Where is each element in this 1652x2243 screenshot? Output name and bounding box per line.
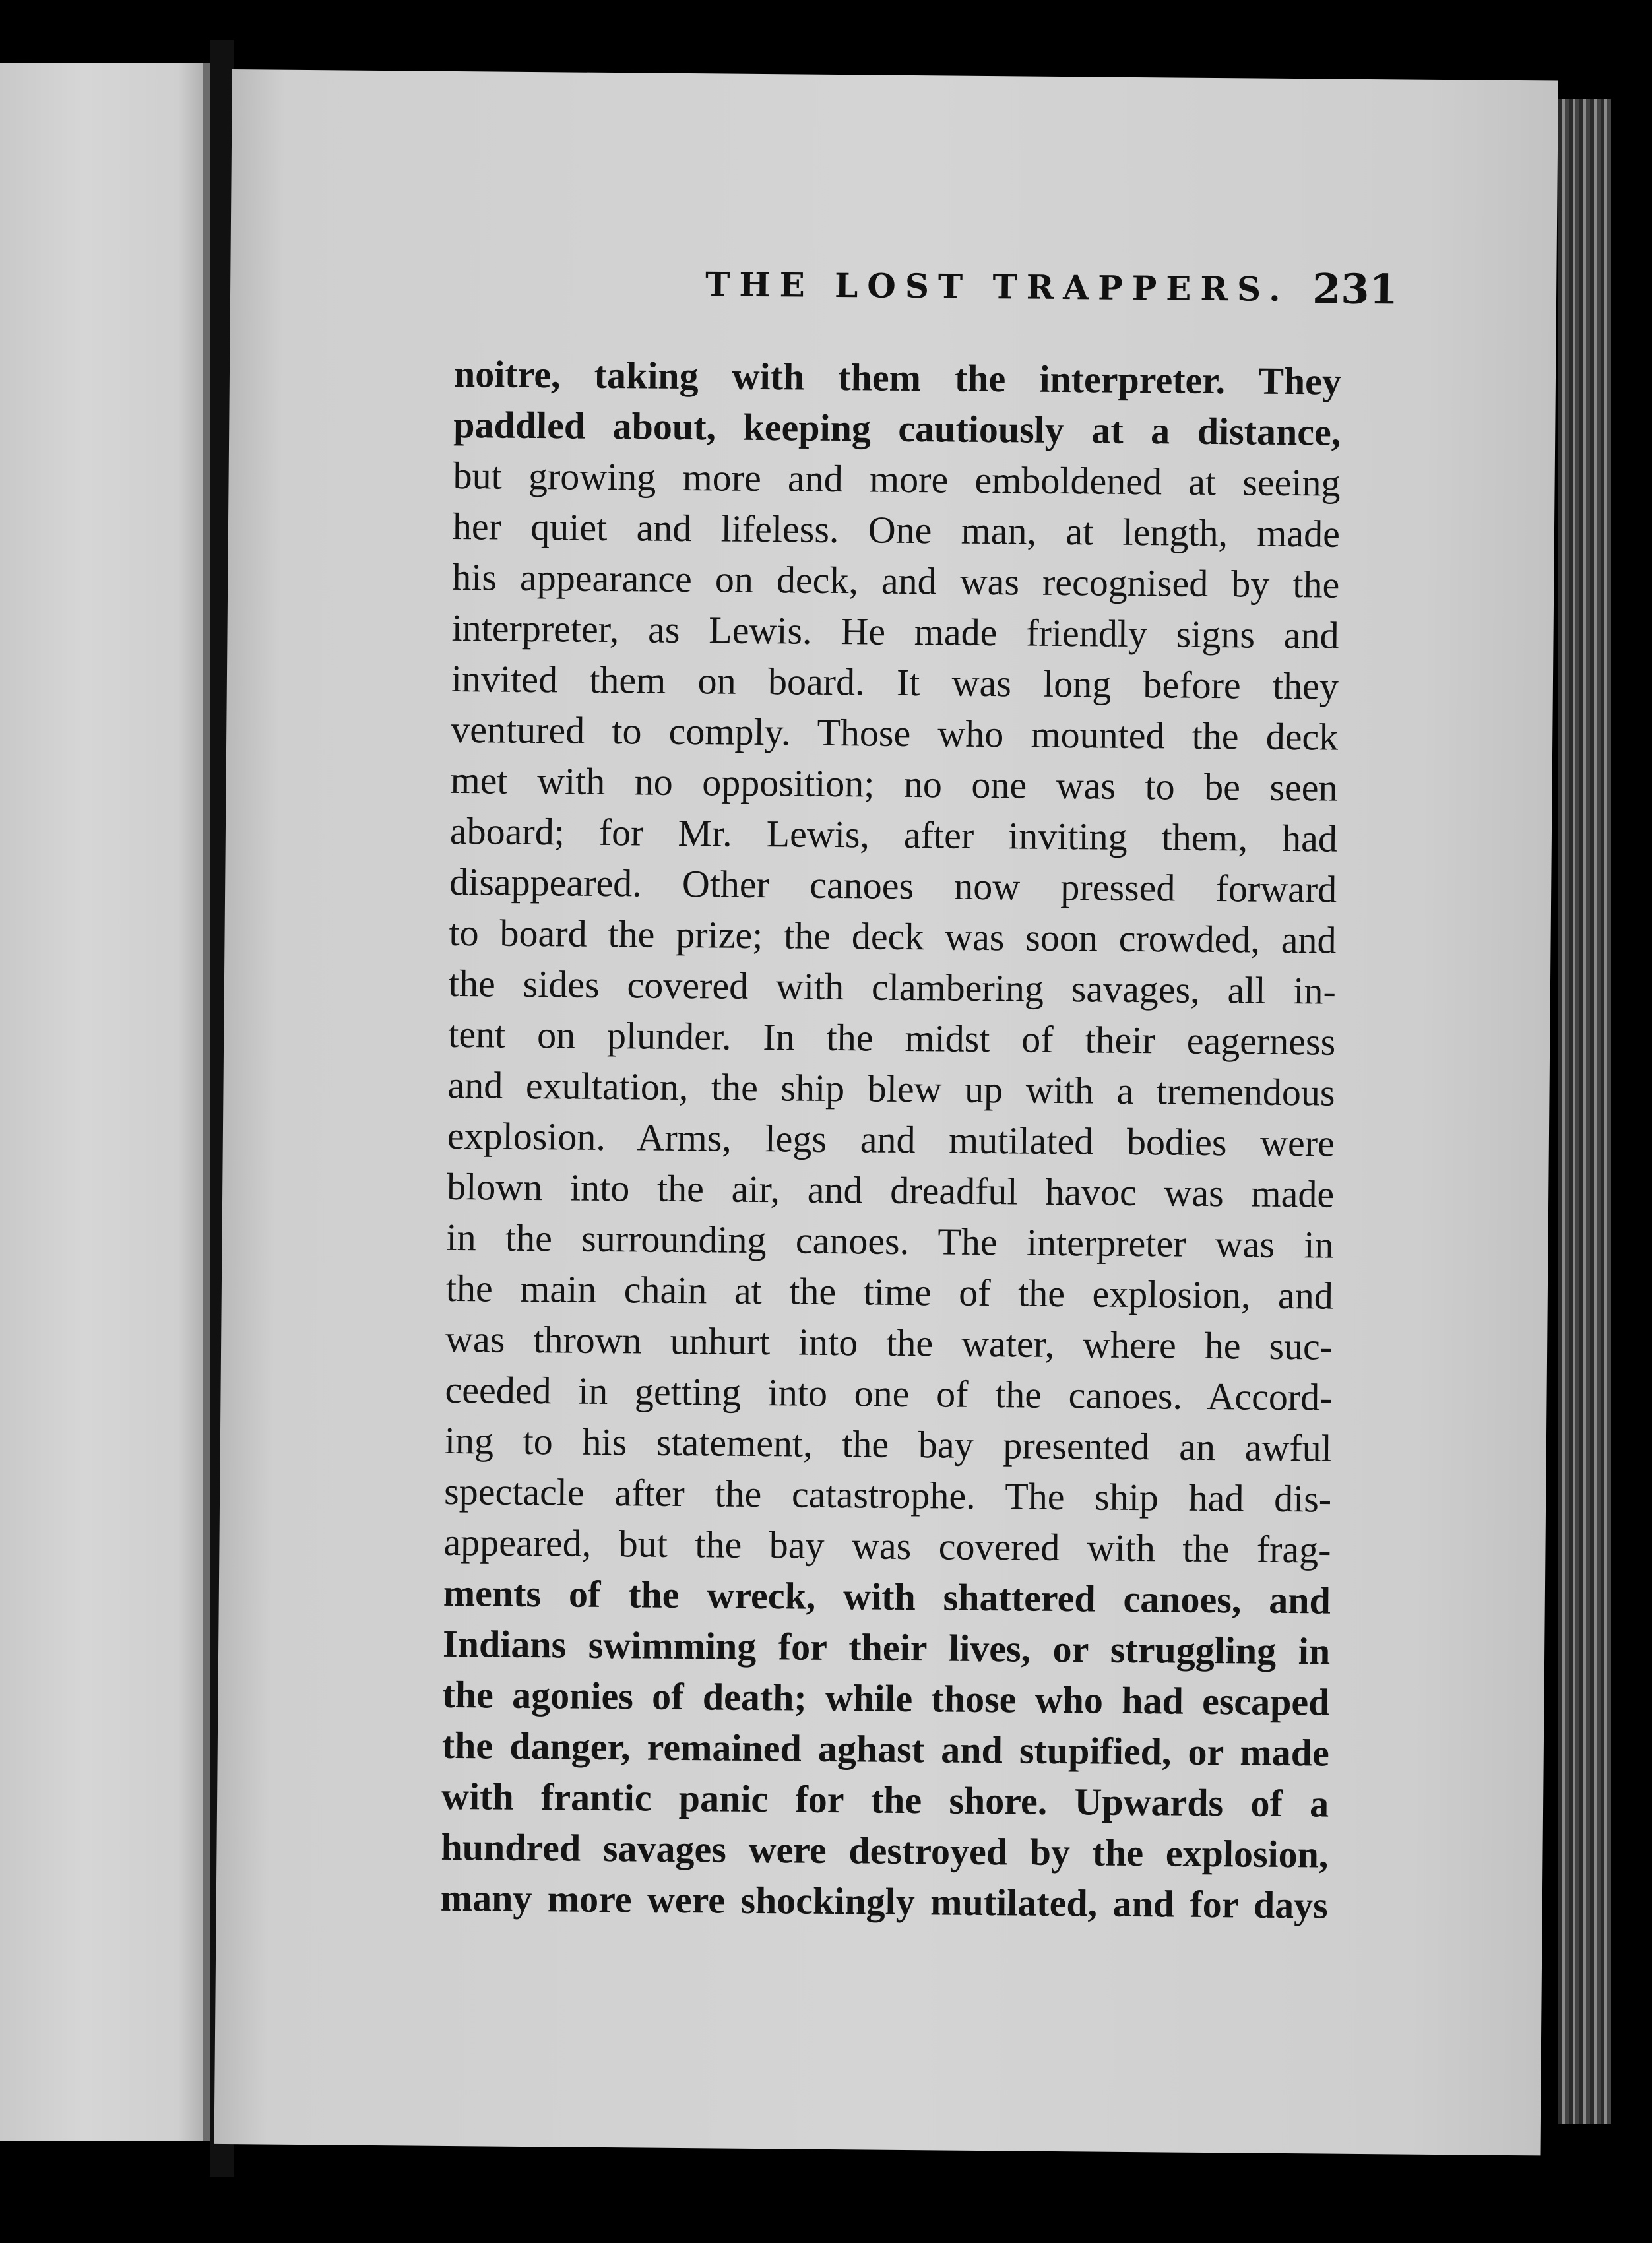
text-line: ventured to comply. Those who mounted the deck xyxy=(450,707,1339,759)
text-line: spectacle after the catastrophe. The ship had dis- xyxy=(443,1469,1332,1521)
text-line: blown into the air, and dreadful havoc was made xyxy=(446,1164,1335,1216)
page-stack-edge xyxy=(1558,99,1611,2124)
text-line: her quiet and lifeless. One man, at length, made xyxy=(452,504,1341,555)
text-line: noitre, taking with them the interpreter. They xyxy=(453,352,1342,403)
text-line: the sides covered with clambering savages, all in- xyxy=(448,961,1337,1013)
text-line: and exultation, the ship blew up with a tremendous xyxy=(447,1063,1335,1114)
text-line: the danger, remained aghast and stupified, or made xyxy=(441,1723,1330,1775)
text-line: ceeded in getting into one of the canoes. Accord- xyxy=(445,1368,1333,1419)
page-number: 231 xyxy=(1312,265,1398,314)
text-line: tent on plunder. In the midst of their eagerness xyxy=(447,1012,1336,1063)
text-line: interpreter, as Lewis. He made friendly signs and xyxy=(451,606,1339,657)
text-line: to board the prize; the deck was soon crowded, and xyxy=(449,910,1337,962)
text-line: hundred savages were destroyed by the explosion, xyxy=(441,1825,1329,1876)
text-line: Indians swimming for their lives, or struggling in xyxy=(442,1622,1331,1673)
running-head-title: THE LOST TRAPPERS. xyxy=(705,265,1290,309)
text-line: the main chain at the time of the explosion, and xyxy=(445,1266,1334,1317)
left-facing-page xyxy=(0,63,210,2141)
text-line: ments of the wreck, with shattered canoes, and xyxy=(443,1571,1331,1622)
text-line: paddled about, keeping cautiously at a distance, xyxy=(453,402,1341,454)
running-head xyxy=(230,261,1556,314)
left-page-edge xyxy=(203,63,210,2141)
text-line: aboard; for Mr. Lewis, after inviting them, had xyxy=(449,809,1338,860)
text-line: disappeared. Other canoes now pressed forward xyxy=(449,860,1337,911)
text-line: met with no opposition; no one was to be seen xyxy=(450,758,1338,809)
text-line: in the surrounding canoes. The interpreter was in xyxy=(446,1215,1334,1267)
page-body-text xyxy=(440,348,1341,1931)
text-line: was thrown unhurt into the water, where he suc- xyxy=(445,1317,1333,1368)
text-line: but growing more and more emboldened at seeing xyxy=(453,453,1341,505)
text-line: his appearance on deck, and was recognised by the xyxy=(452,555,1340,606)
text-line: explosion. Arms, legs and mutilated bodies were xyxy=(447,1114,1335,1165)
text-line: many more were shockingly mutilated, and for days xyxy=(440,1876,1329,1927)
text-line: with frantic panic for the shore. Upwards of a xyxy=(441,1774,1329,1825)
text-line: appeared, but the bay was covered with the frag- xyxy=(443,1520,1331,1571)
text-line: invited them on board. It was long before they xyxy=(451,656,1339,708)
book-page xyxy=(214,69,1558,2155)
text-line: ing to his statement, the bay presented an awful xyxy=(444,1418,1333,1470)
text-line: the agonies of death; while those who had escaped xyxy=(442,1672,1330,1724)
